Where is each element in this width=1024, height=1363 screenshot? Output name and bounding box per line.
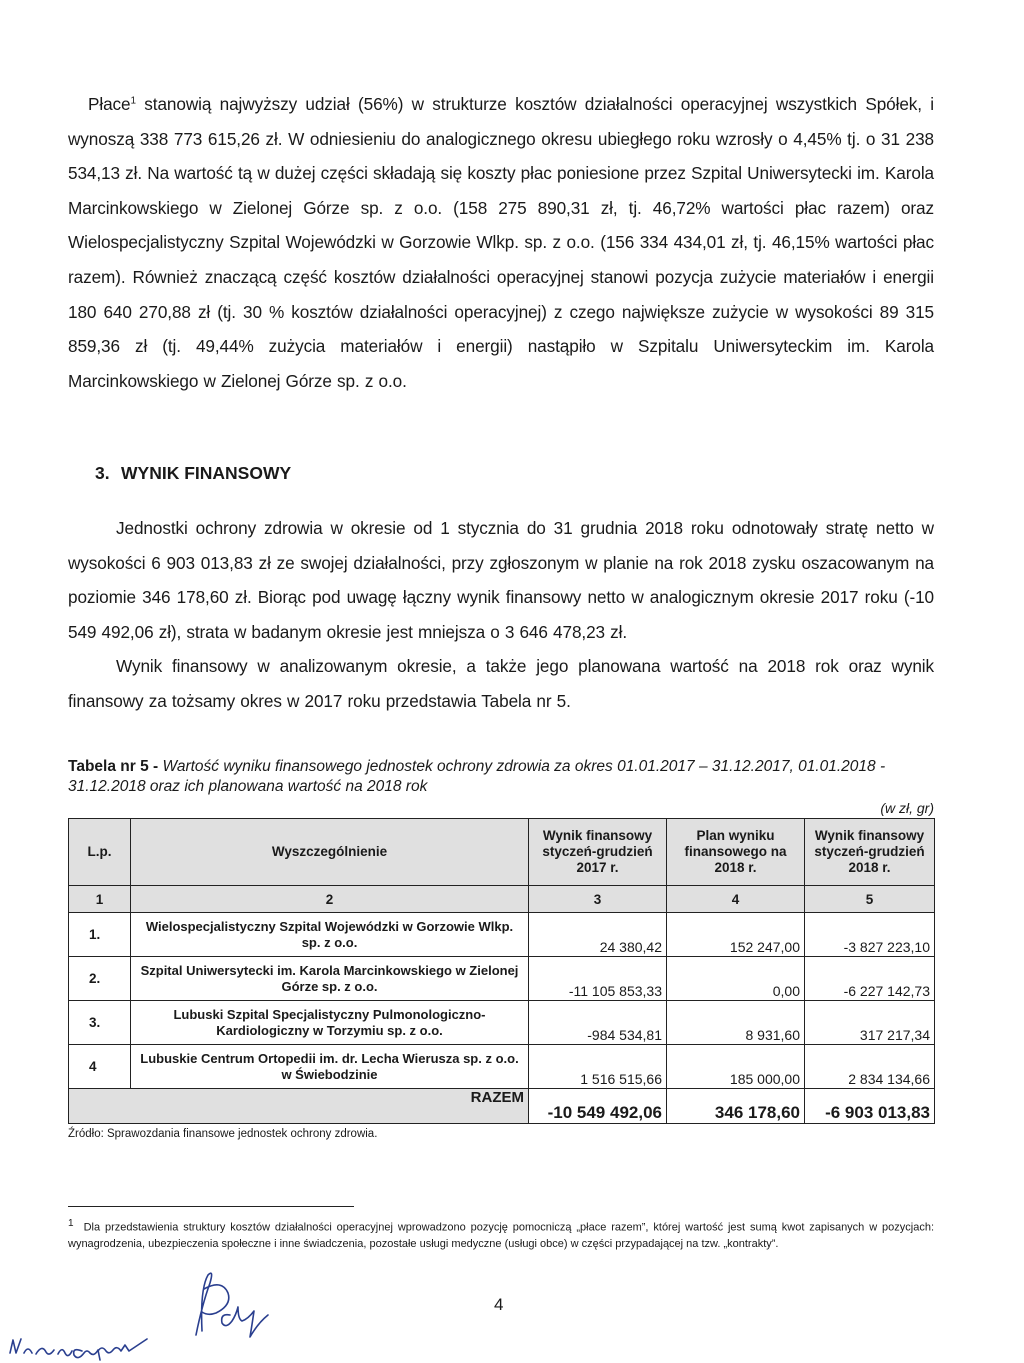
total-result-2018: -6 903 013,83 (805, 1089, 935, 1124)
row-plan-2018: 8 931,60 (667, 1001, 805, 1045)
table-caption (68, 757, 934, 797)
total-plan-2018: 346 178,60 (667, 1089, 805, 1124)
footnote-number: 1 (68, 1218, 74, 1229)
row-result-2018: 2 834 134,66 (805, 1045, 935, 1089)
footnote-separator (68, 1206, 354, 1207)
row-plan-2018: 152 247,00 (667, 913, 805, 957)
footnote-reference[interactable]: 1 (130, 95, 136, 107)
table-header-row (69, 819, 935, 886)
column-number: 5 (805, 886, 935, 913)
paragraph-wages-body: stanowią najwyższy udział (56%) w strukturze kosztów działalności operacyjnej wszystkich Spółek, i wynoszą 338 773 615,26 zł. W odniesieniu do analogicznego okresu ubiegłego roku wzrosły o 4,45% tj. o 31 238 534,13 zł. Na wartość tą w dużej części składają się koszty płac poniesione przez Szpital Uniwersytecki im. Karola Marcinkowskiego w Zielonej Górze sp. z o.o. (158 275 890,31 zł, tj. 46,72% wartości płac razem) oraz Wielospecjalistyczny Szpital Wojewódzki w Gorzowie Wlkp. sp. z o.o. (156 334 434,01 zł, tj. 46,15% wartości płac razem). Również znaczącą część kosztów działalności operacyjnej stanowi pozycja zużycie materiałów i energii 180 640 270,88 zł (tj. 30 % kosztów działalności operacyjnej) z czego największe zużycie w wysokości 89 315 859,36 zł (tj. 49,44% zużycia materiałów i energii) nastąpiło w Szpitalu Uniwersyteckim im. Karola Marcinkowskiego w Zielonej Górze sp. z o.o. (68, 94, 934, 391)
table-source: Źródło: Sprawozdania finansowe jednostek ochrony zdrowia. (68, 1128, 378, 1140)
row-result-2017: -984 534,81 (529, 1001, 667, 1045)
footnote (68, 1216, 934, 1252)
paragraph-financial-result: Jednostki ochrony zdrowia w okresie od 1 stycznia do 31 grudnia 2018 roku odnotowały stratę netto w wysokości 6 903 013,83 zł ze swojej działalności, przy zgłoszonym w planie na rok 2018 zysku oszacowanym na poziomie 346 178,60 zł. Biorąc pod uwagę łączny wynik finansowy netto w analogicznym okresie 2017 roku (-10 549 492,06 zł), strata w badanym okresie jest mniejsza o 3 646 478,23 zł. (68, 518, 934, 642)
table-caption-label: Tabela nr 5 - (68, 758, 159, 775)
column-number-row (69, 886, 935, 913)
row-plan-2018: 0,00 (667, 957, 805, 1001)
column-number: 4 (667, 886, 805, 913)
row-result-2017: -11 105 853,33 (529, 957, 667, 1001)
total-label: RAZEM (69, 1089, 529, 1124)
row-result-2018: 317 217,34 (805, 1001, 935, 1045)
header-result-2018: Wynik finansowy styczeń-grudzień 2018 r. (805, 819, 935, 886)
row-result-2018: -3 827 223,10 (805, 913, 935, 957)
row-lp: 2. (69, 957, 131, 1001)
header-plan-2018: Plan wyniku finansowego na 2018 r. (667, 819, 805, 886)
footnote-text: Dla przedstawienia struktury kosztów działalności operacyjnej wprowadzono pozycję pomocniczą „płace razem”, której wartość jest sumą kwot zapisanych w pozycjach: wynagrodzenia, ubezpieczenia społeczne i inne świadczenia, pozostałe usługi medyczne (usługi obce) w części przypadającej na tzw. „kontrakty”. (68, 1221, 934, 1250)
total-result-2017: -10 549 492,06 (529, 1089, 667, 1124)
column-number: 1 (69, 886, 131, 913)
row-entity-name: Lubuskie Centrum Ortopedii im. dr. Lecha Wierusza sp. z o.o. w Świebodzinie (131, 1045, 529, 1089)
table-total-row (69, 1089, 935, 1124)
financial-results-table (68, 818, 935, 1124)
row-plan-2018: 185 000,00 (667, 1045, 805, 1089)
section-title: WYNIK FINANSOWY (121, 463, 292, 483)
page-number: 4 (494, 1295, 504, 1314)
table-row (69, 913, 935, 957)
row-entity-name: Lubuski Szpital Specjalistyczny Pulmonologiczno-Kardiologiczny w Torzymiu sp. z o.o. (131, 1001, 529, 1045)
column-number: 2 (131, 886, 529, 913)
header-description: Wyszczególnienie (131, 819, 529, 886)
row-result-2017: 1 516 515,66 (529, 1045, 667, 1089)
column-number: 3 (529, 886, 667, 913)
header-result-2017: Wynik finansowy styczeń-grudzień 2017 r. (529, 819, 667, 886)
table-caption-title: Wartość wyniku finansowego jednostek ochrony zdrowia za okres 01.01.2017 – 31.12.2017, 01.01.2018 - 31.12.2018 oraz ich planowana wartość na 2018 rok (68, 758, 886, 795)
paragraph-table-intro: Wynik finansowy w analizowanym okresie, a także jego planowana wartość na 2018 rok oraz wynik finansowy za tożsamy okres w 2017 roku przedstawia Tabela nr 5. (68, 656, 934, 711)
row-lp: 1. (69, 913, 131, 957)
header-lp: L.p. (69, 819, 131, 886)
signature-left (10, 1339, 147, 1360)
section-number: 3. (95, 463, 110, 483)
section-heading (95, 463, 291, 484)
row-entity-name: Szpital Uniwersytecki im. Karola Marcinkowskiego w Zielonej Górze sp. z o.o. (131, 957, 529, 1001)
row-entity-name: Wielospecjalistyczny Szpital Wojewódzki w Gorzowie Wlkp. sp. z o.o. (131, 913, 529, 957)
paragraph-wages (68, 87, 934, 398)
table-row (69, 957, 935, 1001)
table-row (69, 1045, 935, 1089)
row-lp: 4 (69, 1045, 131, 1089)
paragraph-wages-lead: Płace (88, 94, 131, 114)
row-lp: 3. (69, 1001, 131, 1045)
handwritten-signatures (0, 1255, 320, 1363)
signature-right (196, 1273, 268, 1337)
row-result-2017: 24 380,42 (529, 913, 667, 957)
table-units: (w zł, gr) (880, 800, 934, 816)
table-row (69, 1001, 935, 1045)
row-result-2018: -6 227 142,73 (805, 957, 935, 1001)
